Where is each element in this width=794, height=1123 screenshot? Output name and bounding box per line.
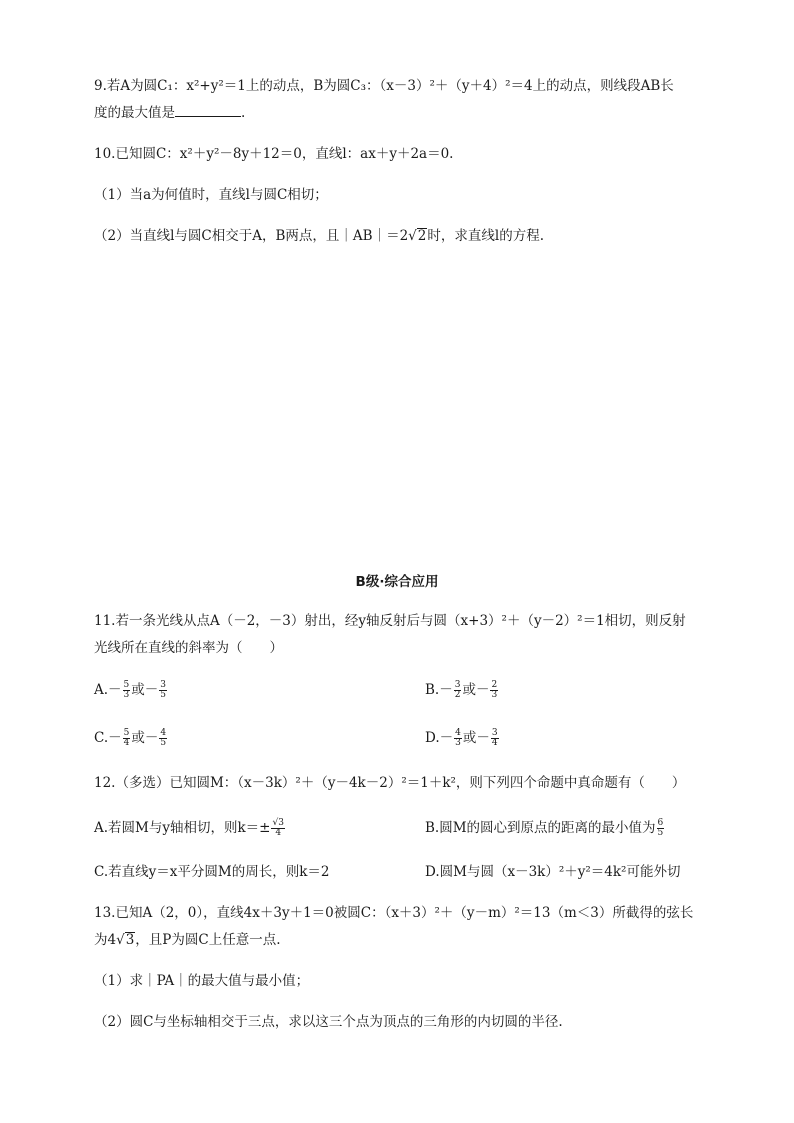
numerator: 3 xyxy=(491,728,498,738)
fraction xyxy=(271,819,284,838)
fraction xyxy=(490,681,498,700)
numerator: 5 xyxy=(123,728,130,738)
numerator: 6 xyxy=(657,818,664,828)
q13-line2-post: ，且P为圆C上任意一点. xyxy=(135,932,281,948)
q13-line2 xyxy=(94,930,704,950)
numerator: 5 xyxy=(123,680,130,690)
denominator: 5 xyxy=(160,738,167,748)
q10-part2-pre: （2）当直线l与圆C相交于A，B两点，且｜AB｜＝2 xyxy=(94,228,409,244)
fraction xyxy=(159,681,167,700)
q10-stem: 10.已知圆C：x²＋y²－8y＋12＝0，直线l：ax＋y＋2a＝0. xyxy=(94,146,454,162)
fraction xyxy=(123,729,131,748)
numerator: 4 xyxy=(455,728,461,738)
q12-stem: 12.（多选）已知圆M：（x－3k）²＋（y－4k－2）²＝1＋k²，则下列四个命题中真命题有（ ） xyxy=(94,775,686,791)
opt-prefix: A.－ xyxy=(94,682,122,698)
numerator: 2 xyxy=(491,680,498,690)
q9-line2-text: 度的最大值是 xyxy=(94,105,175,121)
opt-or: 或－ xyxy=(462,730,490,746)
denominator: 4 xyxy=(123,738,130,748)
denominator: 4 xyxy=(275,828,282,838)
denominator: 2 xyxy=(454,690,461,700)
opt-prefix: B.－ xyxy=(425,682,453,698)
q11-option-a xyxy=(94,680,394,700)
sqrt-sign: √ xyxy=(408,228,417,244)
answer-blank xyxy=(175,103,241,117)
numerator: 3 xyxy=(454,680,461,690)
fraction xyxy=(454,729,462,748)
opt-or: 或－ xyxy=(131,730,159,746)
fraction xyxy=(454,681,462,700)
q13-line1: 13.已知A（2，0），直线4x＋3y＋1＝0被圆C：（x＋3）²＋（y－m）²＝13（m＜3）所截得的弦长 xyxy=(94,905,694,921)
sqrt-sign: √ xyxy=(116,932,125,948)
q12-option-a xyxy=(94,818,404,838)
numerator: 4 xyxy=(160,728,167,738)
denominator: 4 xyxy=(491,738,498,748)
denominator: 3 xyxy=(491,690,498,700)
opt-prefix: C.－ xyxy=(94,730,122,746)
opt-or: 或－ xyxy=(131,682,159,698)
q10-part1: （1）当a为何值时，直线l与圆C相切； xyxy=(94,187,328,203)
fraction xyxy=(491,729,499,748)
q11-option-b xyxy=(425,680,715,700)
denominator: 3 xyxy=(455,738,461,748)
q11-option-d xyxy=(425,728,715,748)
q10-part2 xyxy=(94,226,704,246)
q12-option-b xyxy=(425,818,725,838)
opt-text: A.若圆M与y轴相切，则k＝± xyxy=(94,820,271,836)
q10-part2-post: 时，求直线l的方程. xyxy=(427,228,544,244)
opt-or: 或－ xyxy=(462,682,490,698)
numerator: √3 xyxy=(272,818,284,828)
opt-text: B.圆M的圆心到原点的距离的最小值为 xyxy=(425,820,656,836)
q10-part2-root: 2 xyxy=(417,228,427,244)
q12-option-c: C.若直线y＝x平分圆M的周长，则k＝2 xyxy=(94,864,330,880)
q9-line1: 9.若A为圆C₁：x²+y²＝1上的动点，B为圆C₃：（x－3）²＋（y＋4）²＝4上的动点，则线段AB长 xyxy=(94,78,674,94)
q9-line2: 度的最大值是 . xyxy=(94,105,246,121)
numerator: 3 xyxy=(160,680,167,690)
fraction xyxy=(159,729,167,748)
q13-line2-pre: 为4 xyxy=(94,932,117,948)
fraction xyxy=(657,819,665,838)
fraction xyxy=(123,681,131,700)
q11-option-c xyxy=(94,728,394,748)
q13-part2: （2）圆C与坐标轴相交于三点，求以这三个点为顶点的三角形的内切圆的半径. xyxy=(94,1014,563,1030)
section-heading: B级·综合应用 xyxy=(355,574,439,590)
denominator: 5 xyxy=(657,828,664,838)
opt-prefix: D.－ xyxy=(425,730,454,746)
denominator: 5 xyxy=(160,690,167,700)
q13-part1: （1）求｜PA｜的最大值与最小值； xyxy=(94,973,310,989)
q11-line2: 光线所在直线的斜率为（ ） xyxy=(94,640,283,656)
q11-line1: 11.若一条光线从点A（－2，－3）射出，经y轴反射后与圆（x+3）²＋（y－2）²＝1相切，则反射 xyxy=(94,613,686,629)
q13-line2-root: 3 xyxy=(125,932,135,948)
q12-option-d: D.圆M与圆（x－3k）²＋y²＝4k²可能外切 xyxy=(425,864,681,880)
denominator: 3 xyxy=(123,690,130,700)
